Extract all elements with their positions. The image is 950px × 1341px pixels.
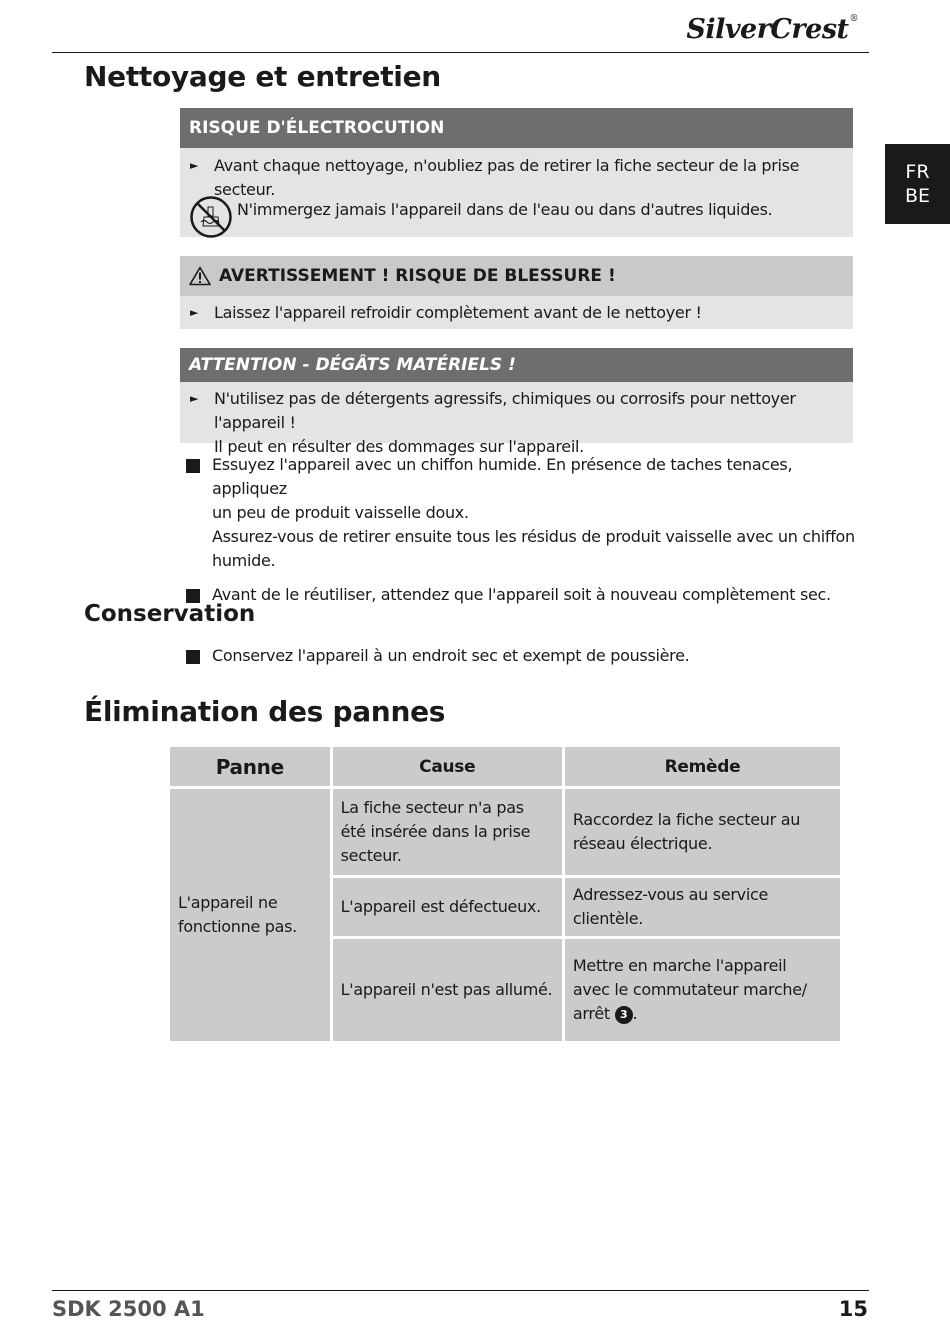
column-header-cause: Cause — [333, 747, 562, 786]
warning-triangle-icon — [189, 266, 211, 286]
section-title-cleaning: Nettoyage et entretien — [84, 60, 441, 93]
property-damage-box — [180, 348, 853, 456]
injury-warning-item: ► Laissez l'appareil refroidir complètement avant de le nettoyer ! — [180, 301, 853, 325]
electrocution-heading: RISQUE D'ÉLECTROCUTION — [180, 108, 853, 148]
remedy-cell: Raccordez la fiche secteur au réseau électrique. — [565, 789, 840, 875]
list-item: Conservez l'appareil à un endroit sec et exempt de poussière. — [186, 644, 856, 668]
header-divider — [52, 52, 869, 53]
cause-cell: L'appareil n'est pas allumé. — [333, 939, 562, 1041]
footer-divider — [52, 1290, 869, 1291]
language-code-be: BE — [904, 185, 931, 207]
storage-instructions — [186, 644, 856, 668]
injury-warning-heading: AVERTISSEMENT ! RISQUE DE BLESSURE ! — [180, 256, 853, 296]
remedy-cell: Adressez-vous au service clientèle. — [565, 878, 840, 936]
cause-cell: L'appareil est défectueux. — [333, 878, 562, 936]
language-code-fr: FR — [905, 161, 930, 183]
square-bullet-icon — [186, 650, 200, 664]
injury-warning-box — [180, 256, 853, 329]
property-damage-heading: ATTENTION - DÉGÂTS MATÉRIELS ! — [180, 348, 853, 382]
table-header-row — [170, 747, 840, 786]
cleaning-instructions — [186, 453, 856, 607]
electrocution-item-no-immersion: N'immergez jamais l'appareil dans de l'eau ou dans d'autres liquides. — [237, 200, 773, 219]
arrow-bullet-icon: ► — [190, 306, 199, 319]
section-title-troubleshooting: Élimination des pannes — [84, 695, 446, 728]
table-row — [170, 789, 840, 875]
electrocution-item-unplug: ► Avant chaque nettoyage, n'oubliez pas de retirer la fiche secteur de la prise secteur. — [190, 156, 800, 199]
column-header-remedy: Remède — [565, 747, 840, 786]
part-reference-badge: 3 — [615, 1006, 633, 1024]
list-item: Avant de le réutiliser, attendez que l'appareil soit à nouveau complètement sec. — [186, 583, 856, 607]
cause-cell: La fiche secteur n'a pas été insérée dans la prise secteur. — [333, 789, 562, 875]
section-title-storage: Conservation — [84, 601, 256, 627]
fault-cell: L'appareil ne fonctionne pas. — [170, 789, 330, 1041]
property-damage-item: ► N'utilisez pas de détergents agressifs, chimiques ou corrosifs pour nettoyer l'appareil ! Il peut en résulter des dommages sur l'appareil. — [190, 389, 796, 456]
remedy-cell: Mettre en marche l'appareil avec le commutateur marche/ arrêt 3 . — [565, 939, 840, 1041]
page-number: 15 — [838, 1297, 868, 1321]
square-bullet-icon — [186, 459, 200, 473]
footer-model-number: SDK 2500 A1 — [52, 1297, 205, 1321]
language-tab — [885, 144, 950, 224]
list-item: Essuyez l'appareil avec un chiffon humide. En présence de taches tenaces, appliquez un peu de produit vaisselle doux. Assurez-vous de retirer ensuite tous les résidus de produit vaisselle avec un chiffon humide. — [186, 453, 856, 573]
no-immersion-icon — [189, 195, 233, 239]
arrow-bullet-icon: ► — [190, 159, 199, 172]
electrocution-warning-box — [180, 108, 853, 237]
column-header-fault: Panne — [170, 747, 330, 786]
brand-logo: SilverCrest® — [686, 14, 858, 45]
arrow-bullet-icon: ► — [190, 392, 199, 405]
troubleshooting-table — [167, 744, 843, 1044]
